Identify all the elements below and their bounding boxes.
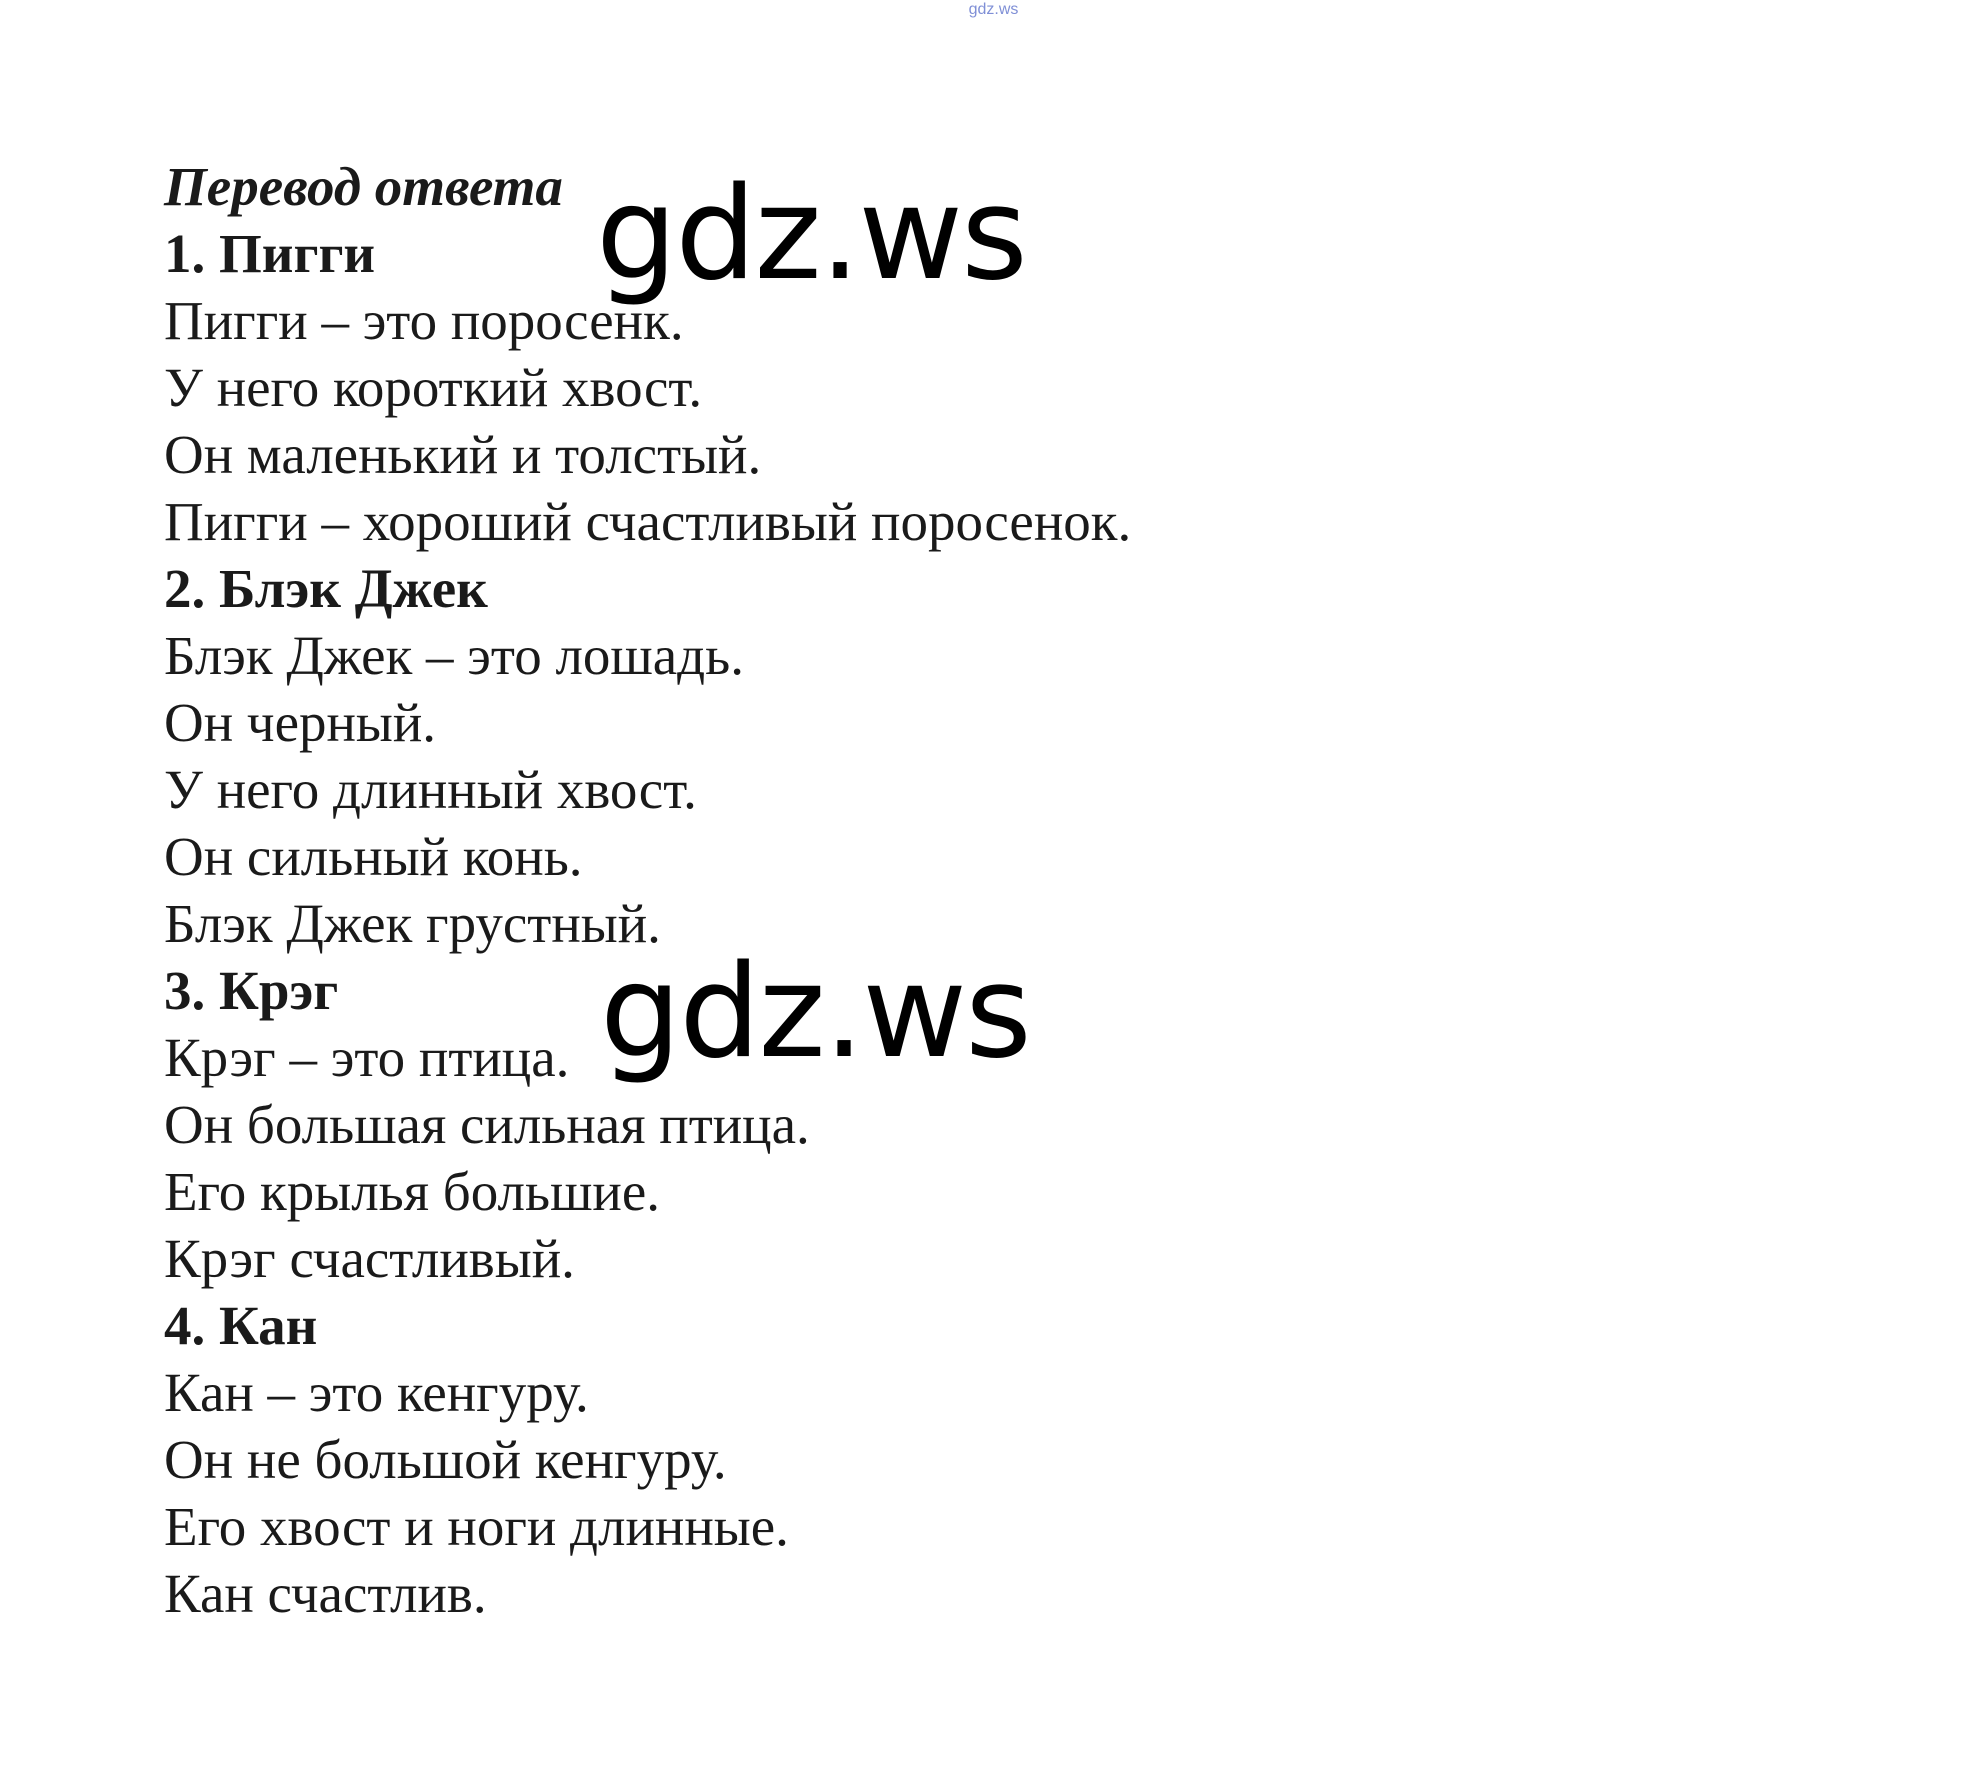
document-title: Перевод ответа (164, 156, 563, 217)
text-line: Пигги – это поросенк. (164, 290, 684, 351)
text-line: Блэк Джек – это лошадь. (164, 625, 744, 686)
text-line: Крэг счастливый. (164, 1228, 575, 1289)
section-heading: 2. Блэк Джек (164, 558, 488, 619)
text-line: Его крылья большие. (164, 1161, 661, 1222)
watermark: gdz.ws (600, 938, 1030, 1087)
text-line: Он маленький и толстый. (164, 424, 762, 485)
text-line: Кан счастлив. (164, 1563, 487, 1624)
text-line: Он большая сильная птица. (164, 1094, 810, 1155)
text-line: У него короткий хвост. (164, 357, 703, 418)
text-line: У него длинный хвост. (164, 759, 697, 820)
section-kan (164, 1292, 1564, 1627)
text-line: Он не большой кенгуру. (164, 1429, 727, 1490)
text-line: Блэк Джек грустный. (164, 893, 661, 954)
text-line: Он черный. (164, 692, 437, 753)
section-black-jack (164, 555, 1564, 957)
text-line: Крэг – это птица. (164, 1027, 570, 1088)
top-watermark: gdz.ws (968, 1, 1019, 18)
watermark: gdz.ws (596, 160, 1026, 309)
section-heading: 1. Пигги (164, 223, 376, 284)
section-heading: 3. Крэг (164, 960, 339, 1021)
text-line: Его хвост и ноги длинные. (164, 1496, 789, 1557)
text-line: Пигги – хороший счастливый поросенок. (164, 491, 1132, 552)
document-body (164, 154, 1564, 1627)
section-heading: 4. Кан (164, 1295, 318, 1356)
text-line: Кан – это кенгуру. (164, 1362, 589, 1423)
text-line: Он сильный конь. (164, 826, 583, 887)
